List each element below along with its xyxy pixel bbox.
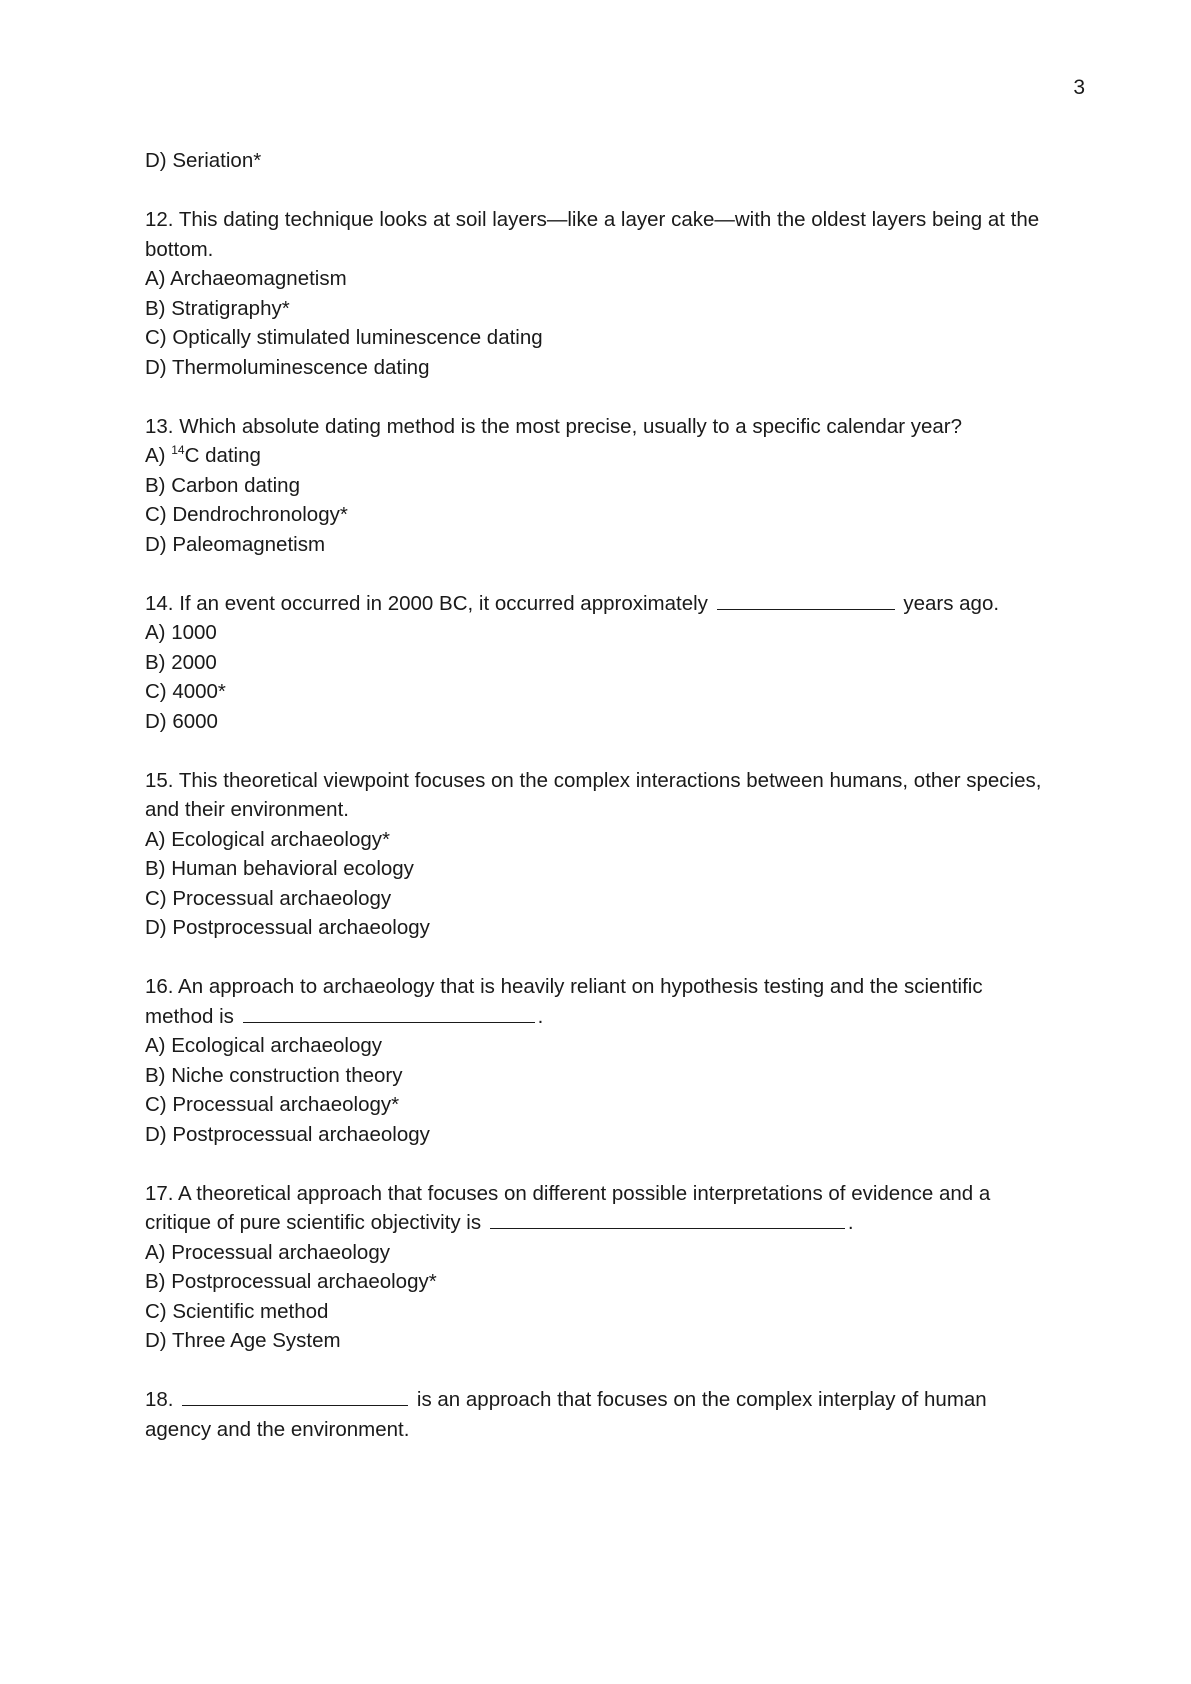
question-18 bbox=[145, 1385, 1080, 1444]
question-stem: 17. A theoretical approach that focuses on different possible interpretations of evidence and a bbox=[145, 1181, 991, 1205]
isotope-superscript: 14 bbox=[171, 443, 185, 458]
stem-text: is an approach that focuses on the complex interplay of human bbox=[416, 1388, 987, 1411]
answer-option: A) Processual archaeology bbox=[145, 1240, 390, 1264]
answer-option: A) Archaeomagnetism bbox=[145, 267, 347, 290]
answer-option: B) Human behavioral ecology bbox=[145, 857, 414, 880]
answer-option: C) 4000* bbox=[145, 680, 226, 703]
answer-blank bbox=[490, 1208, 845, 1229]
question-stem: 12. This dating technique looks at soil layers—like a layer cake—with the oldest layers being at the bottom. bbox=[145, 208, 1040, 261]
stem-text: 18. bbox=[145, 1388, 174, 1411]
answer-option: A) Ecological archaeology* bbox=[145, 827, 390, 851]
page-number: 3 bbox=[1073, 76, 1085, 99]
answer-option: D) Three Age System bbox=[145, 1329, 341, 1352]
answer-option: B) Carbon dating bbox=[145, 473, 300, 497]
answer-blank bbox=[182, 1385, 408, 1406]
question-stem: 15. This theoretical viewpoint focuses on the complex interactions between humans, other species, and their environment. bbox=[145, 768, 1042, 821]
question-stem bbox=[145, 1385, 1080, 1415]
stem-text: . bbox=[847, 1211, 854, 1234]
answer-option: C) Processual archaeology bbox=[145, 886, 392, 910]
question-stem bbox=[145, 1002, 1080, 1032]
answer-option: A) 1000 bbox=[145, 621, 217, 644]
question-stem bbox=[145, 1208, 1080, 1238]
question-11-tail bbox=[145, 146, 1080, 176]
answer-option: C) Optically stimulated luminescence dating bbox=[145, 326, 543, 349]
question-14 bbox=[145, 589, 1080, 737]
answer-option: B) Stratigraphy* bbox=[145, 296, 290, 320]
answer-option: D) Paleomagnetism bbox=[145, 532, 326, 556]
question-12 bbox=[145, 205, 1080, 382]
answer-option: B) Niche construction theory bbox=[145, 1063, 403, 1087]
question-stem: 16. An approach to archaeology that is heavily reliant on hypothesis testing and the scientific bbox=[145, 975, 983, 998]
question-stem: 13. Which absolute dating method is the most precise, usually to a specific calendar year? bbox=[145, 414, 963, 438]
answer-option: B) Postprocessual archaeology* bbox=[145, 1270, 437, 1293]
question-stem bbox=[145, 589, 1080, 619]
answer-option: D) Thermoluminescence dating bbox=[145, 355, 430, 379]
question-stem: agency and the environment. bbox=[145, 1417, 410, 1441]
answer-option: C) Processual archaeology* bbox=[145, 1093, 400, 1116]
answer-option: D) Seriation* bbox=[145, 149, 262, 172]
answer-blank bbox=[717, 589, 895, 610]
option-suffix: C dating bbox=[184, 444, 261, 467]
question-15 bbox=[145, 766, 1080, 943]
question-17 bbox=[145, 1179, 1080, 1356]
answer-blank bbox=[243, 1002, 535, 1023]
question-16 bbox=[145, 972, 1080, 1149]
answer-option: B) 2000 bbox=[145, 650, 217, 674]
stem-text: 14. If an event occurred in 2000 BC, it occurred approximately bbox=[145, 591, 708, 615]
stem-text: . bbox=[537, 1004, 544, 1028]
document-body bbox=[145, 146, 1080, 1474]
answer-option: A) Ecological archaeology bbox=[145, 1034, 383, 1057]
answer-option: C) Dendrochronology* bbox=[145, 503, 348, 526]
answer-option bbox=[145, 441, 1080, 471]
answer-option: D) Postprocessual archaeology bbox=[145, 1122, 430, 1146]
answer-option: D) Postprocessual archaeology bbox=[145, 916, 430, 939]
stem-text: method is bbox=[145, 1004, 234, 1028]
option-prefix: A) bbox=[145, 444, 172, 467]
answer-option: C) Scientific method bbox=[145, 1299, 329, 1323]
stem-text: years ago. bbox=[903, 591, 1000, 615]
question-13 bbox=[145, 412, 1080, 560]
stem-text: critique of pure scientific objectivity is bbox=[145, 1211, 482, 1234]
answer-option: D) 6000 bbox=[145, 709, 218, 733]
